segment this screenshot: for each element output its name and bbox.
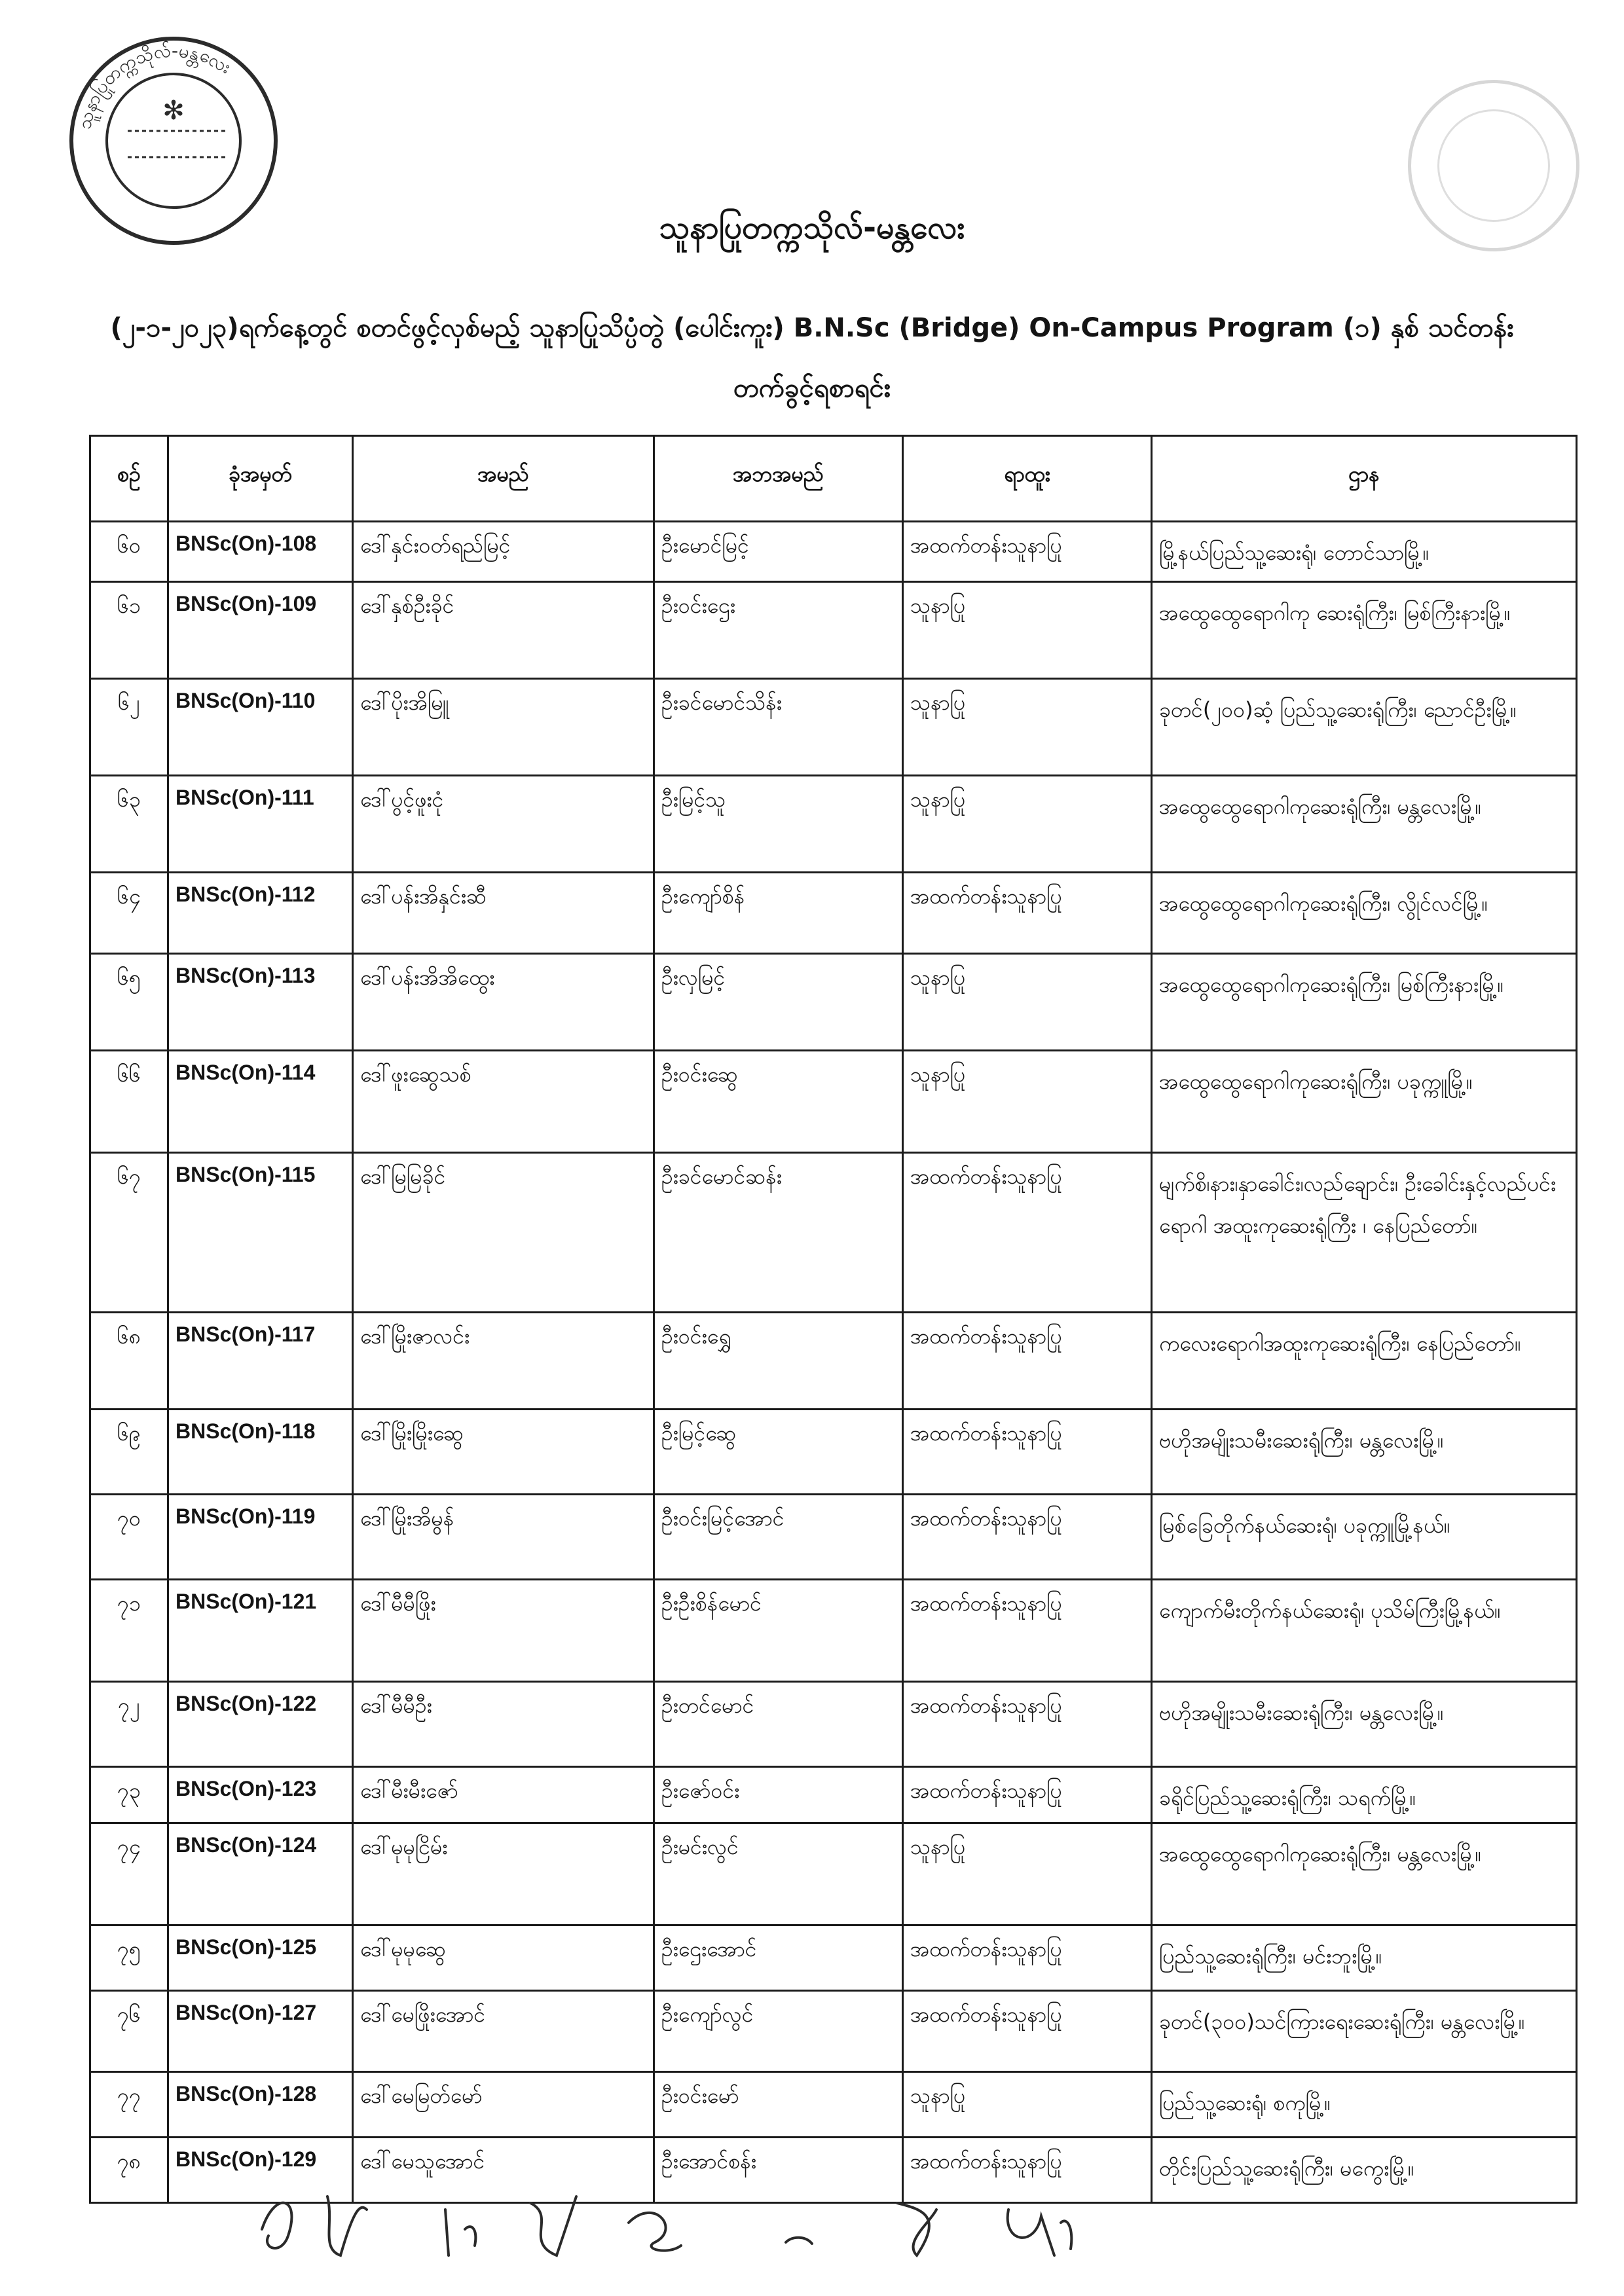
cell-father-name: ဦးဦးစိန်မောင် xyxy=(654,1580,903,1682)
cell-name: ဒေါ်မေမြတ်မော် xyxy=(353,2072,654,2138)
table-row xyxy=(90,522,1577,582)
cell-father-name: ဦးခင်မောင်သိန်း xyxy=(654,679,903,776)
cell-serial: ၆၆ xyxy=(90,1051,168,1153)
col-header-name: အမည် xyxy=(353,436,654,522)
cell-serial: ၆၀ xyxy=(90,522,168,582)
cell-seat-no: BNSc(On)-128 xyxy=(168,2072,353,2138)
cell-father-name: ဦးဝင်းရွှေ xyxy=(654,1313,903,1410)
cell-name: ဒေါ်မီမီဖြိုး xyxy=(353,1580,654,1682)
col-header-serial: စဉ် xyxy=(90,436,168,522)
cell-rank: သူနာပြု xyxy=(903,1823,1152,1925)
cell-seat-no: BNSc(On)-108 xyxy=(168,522,353,582)
cell-father-name: ဦးဝင်းဌေး xyxy=(654,582,903,679)
cell-department: ဗဟိုအမျိုးသမီးဆေးရုံကြီး၊ မန္တလေးမြို့။ xyxy=(1152,1410,1577,1495)
cell-rank: သူနာပြု xyxy=(903,776,1152,873)
table-row xyxy=(90,873,1577,954)
table-row xyxy=(90,1313,1577,1410)
admission-table xyxy=(89,435,1578,2204)
table-row xyxy=(90,582,1577,679)
cell-department: ခရိုင်ပြည်သူ့ဆေးရုံကြီး၊ သရက်မြို့။ xyxy=(1152,1767,1577,1823)
cell-seat-no: BNSc(On)-127 xyxy=(168,1991,353,2072)
cell-seat-no: BNSc(On)-119 xyxy=(168,1495,353,1580)
cell-father-name: ဦးမြင့်ဆွေ xyxy=(654,1410,903,1495)
cell-department: အထွေထွေရောဂါကုဆေးရုံကြီး၊ ပခုက္ကူမြို့။ xyxy=(1152,1051,1577,1153)
cell-serial: ၆၈ xyxy=(90,1313,168,1410)
cell-rank: အထက်တန်းသူနာပြု xyxy=(903,1153,1152,1313)
cell-department: အထွေထွေရောဂါကုဆေးရုံကြီး၊ မန္တလေးမြို့။ xyxy=(1152,1823,1577,1925)
cell-seat-no: BNSc(On)-125 xyxy=(168,1925,353,1991)
cell-name: ဒေါ်မြိုးမြိုးဆွေ xyxy=(353,1410,654,1495)
cell-rank: သူနာပြု xyxy=(903,954,1152,1051)
table-row xyxy=(90,1823,1577,1925)
cell-rank: အထက်တန်းသူနာပြု xyxy=(903,1991,1152,2072)
page-title: သူနာပြုတက္ကသိုလ်-မန္တလေး xyxy=(659,210,965,246)
cell-name: ဒေါ်ဖူးဆွေသစ် xyxy=(353,1051,654,1153)
cell-serial: ၇၅ xyxy=(90,1925,168,1991)
cell-department: တိုင်းပြည်သူ့ဆေးရုံကြီး၊ မကွေးမြို့။ xyxy=(1152,2138,1577,2203)
cell-department: ကျောက်မီးတိုက်နယ်ဆေးရုံ၊ ပုသိမ်ကြီးမြို့နယ်။ xyxy=(1152,1580,1577,1682)
cell-department: မြို့နယ်ပြည်သူ့ဆေးရုံ၊ တောင်သာမြို့။ xyxy=(1152,522,1577,582)
cell-name: ဒေါ်ပန်းအိအိထွေး xyxy=(353,954,654,1051)
cell-name: ဒေါ်မေဖြိုးအောင် xyxy=(353,1991,654,2072)
cell-father-name: ဦးတင်မောင် xyxy=(654,1682,903,1767)
cell-serial: ၆၉ xyxy=(90,1410,168,1495)
cell-seat-no: BNSc(On)-111 xyxy=(168,776,353,873)
cell-father-name: ဦးမင်းလွင် xyxy=(654,1823,903,1925)
cell-department: အထွေထွေရောဂါကု ဆေးရုံကြီး၊ မြစ်ကြီးနားမြို့။ xyxy=(1152,582,1577,679)
cell-serial: ၇၂ xyxy=(90,1682,168,1767)
cell-father-name: ဦးမောင်မြင့် xyxy=(654,522,903,582)
cell-department: အထွေထွေရောဂါကုဆေးရုံကြီး၊ မန္တလေးမြို့။ xyxy=(1152,776,1577,873)
cell-seat-no: BNSc(On)-118 xyxy=(168,1410,353,1495)
cell-father-name: ဦးဝင်းဆွေ xyxy=(654,1051,903,1153)
col-header-rank: ရာထူး xyxy=(903,436,1152,522)
cell-serial: ၆၃ xyxy=(90,776,168,873)
cell-name: ဒေါ်မုမုဆွေ xyxy=(353,1925,654,1991)
cell-name: ဒေါ်မေသူအောင် xyxy=(353,2138,654,2203)
table-header-row xyxy=(90,436,1577,522)
cell-department: မြစ်ခြေတိုက်နယ်ဆေးရုံ၊ ပခုက္ကူမြို့နယ်။ xyxy=(1152,1495,1577,1580)
cell-name: ဒေါ်ပိုးအိမြူ xyxy=(353,679,654,776)
cell-seat-no: BNSc(On)-109 xyxy=(168,582,353,679)
cell-rank: သူနာပြု xyxy=(903,582,1152,679)
table-row xyxy=(90,776,1577,873)
cell-department: အထွေထွေရောဂါကုဆေးရုံကြီး၊ လွိုင်လင်မြို့။ xyxy=(1152,873,1577,954)
cell-serial: ၇၈ xyxy=(90,2138,168,2203)
cell-seat-no: BNSc(On)-112 xyxy=(168,873,353,954)
cell-father-name: ဦးမြင့်သူ xyxy=(654,776,903,873)
cell-rank: အထက်တန်းသူနာပြု xyxy=(903,1495,1152,1580)
table-row xyxy=(90,1051,1577,1153)
cell-department: ခုတင်(၂၀၀)ဆံ့ ပြည်သူ့ဆေးရုံကြီး၊ ညောင်ဦးမြို့။ xyxy=(1152,679,1577,776)
cell-seat-no: BNSc(On)-124 xyxy=(168,1823,353,1925)
cell-rank: အထက်တန်းသူနာပြု xyxy=(903,1767,1152,1823)
cell-father-name: ဦးအောင်စန်း xyxy=(654,2138,903,2203)
seal-text: သူနာပြုတက္ကသိုလ်-မန္တလေး xyxy=(73,39,234,132)
table-row xyxy=(90,1580,1577,1682)
cell-department: မျက်စိ၊နား၊နှာခေါင်း၊လည်ချောင်း၊ ဦးခေါင်းနှင့်လည်ပင်းရောဂါ အထူးကုဆေးရုံကြီး ၊ နေပြည်တော်။ xyxy=(1152,1153,1577,1313)
cell-rank: အထက်တန်းသူနာပြု xyxy=(903,1682,1152,1767)
table-row xyxy=(90,2072,1577,2138)
cell-seat-no: BNSc(On)-117 xyxy=(168,1313,353,1410)
cell-rank: အထက်တန်းသူနာပြု xyxy=(903,873,1152,954)
cell-name: ဒေါ်မြိုးဇာလင်း xyxy=(353,1313,654,1410)
page-subtitle: (၂-၁-၂၀၂၃)ရက်နေ့တွင် စတင်ဖွင့်လှစ်မည့် သူနာပြုသိပ္ပံတွဲ (ပေါင်းကူး) B.N.Sc (Bridge) On-Campus Program (၁) နှစ် သင်တန်း တက်ခွင့်ရစာရင်း xyxy=(110,313,1514,403)
cell-father-name: ဦးဝင်းမြင့်အောင် xyxy=(654,1495,903,1580)
table-row xyxy=(90,954,1577,1051)
cell-serial: ၇၄ xyxy=(90,1823,168,1925)
table-row xyxy=(90,1925,1577,1991)
cell-name: ဒေါ်ပန်းအိနှင်းဆီ xyxy=(353,873,654,954)
cell-serial: ၆၂ xyxy=(90,679,168,776)
cell-rank: အထက်တန်းသူနာပြု xyxy=(903,1410,1152,1495)
cell-serial: ၇၀ xyxy=(90,1495,168,1580)
cell-department: ပြည်သူ့ဆေးရုံကြီး၊ မင်းဘူးမြို့။ xyxy=(1152,1925,1577,1991)
table-row xyxy=(90,1495,1577,1580)
table-row xyxy=(90,1153,1577,1313)
cell-father-name: ဦးဝင်းမော် xyxy=(654,2072,903,2138)
cell-rank: အထက်တန်းသူနာပြု xyxy=(903,1925,1152,1991)
col-header-department: ဌာန xyxy=(1152,436,1577,522)
cell-rank: သူနာပြု xyxy=(903,1051,1152,1153)
cell-father-name: ဦးကျော်လွင် xyxy=(654,1991,903,2072)
cell-father-name: ဦးခင်မောင်ဆန်း xyxy=(654,1153,903,1313)
cell-father-name: ဦးဇော်ဝင်း xyxy=(654,1767,903,1823)
table-row xyxy=(90,1991,1577,2072)
table-row xyxy=(90,1682,1577,1767)
col-header-father-name: အဘအမည် xyxy=(654,436,903,522)
cell-serial: ၆၅ xyxy=(90,954,168,1051)
cell-serial: ၆၄ xyxy=(90,873,168,954)
cell-serial: ၆၁ xyxy=(90,582,168,679)
col-header-seat-no: ခုံအမှတ် xyxy=(168,436,353,522)
cell-department: ကလေးရောဂါအထူးကုဆေးရုံကြီး၊ နေပြည်တော်။ xyxy=(1152,1313,1577,1410)
cell-seat-no: BNSc(On)-114 xyxy=(168,1051,353,1153)
cell-name: ဒေါ်နှစ်ဦးခိုင် xyxy=(353,582,654,679)
cell-department: အထွေထွေရောဂါကုဆေးရုံကြီး၊ မြစ်ကြီးနားမြို့။ xyxy=(1152,954,1577,1051)
cell-name: ဒေါ်မီမီဦး xyxy=(353,1682,654,1767)
table-body xyxy=(90,522,1577,2203)
cell-father-name: ဦးလှမြင့် xyxy=(654,954,903,1051)
cell-seat-no: BNSc(On)-122 xyxy=(168,1682,353,1767)
cell-seat-no: BNSc(On)-115 xyxy=(168,1153,353,1313)
cell-rank: အထက်တန်းသူနာပြု xyxy=(903,2138,1152,2203)
cell-father-name: ဦးဌေးအောင် xyxy=(654,1925,903,1991)
cell-rank: အထက်တန်းသူနာပြု xyxy=(903,522,1152,582)
cell-rank: အထက်တန်းသူနာပြု xyxy=(903,1313,1152,1410)
cell-seat-no: BNSc(On)-129 xyxy=(168,2138,353,2203)
cell-name: ဒေါ်နှင်းဝတ်ရည်မြင့် xyxy=(353,522,654,582)
table-row xyxy=(90,1767,1577,1823)
cell-department: ဗဟိုအမျိုးသမီးဆေးရုံကြီး၊ မန္တလေးမြို့။ xyxy=(1152,1682,1577,1767)
svg-text:✻: ✻ xyxy=(162,96,185,126)
cell-serial: ၇၇ xyxy=(90,2072,168,2138)
cell-seat-no: BNSc(On)-110 xyxy=(168,679,353,776)
cell-serial: ၆၇ xyxy=(90,1153,168,1313)
cell-name: ဒေါ်မြမြခိုင် xyxy=(353,1153,654,1313)
cell-rank: သူနာပြု xyxy=(903,679,1152,776)
cell-serial: ၇၃ xyxy=(90,1767,168,1823)
cell-serial: ၇၆ xyxy=(90,1991,168,2072)
cell-name: ဒေါ်ပွင့်ဖူးငုံ xyxy=(353,776,654,873)
cell-father-name: ဦးကျော်စိန် xyxy=(654,873,903,954)
cell-rank: အထက်တန်းသူနာပြု xyxy=(903,1580,1152,1682)
cell-name: ဒေါ်မုမုငြိမ်း xyxy=(353,1823,654,1925)
cell-rank: သူနာပြု xyxy=(903,2072,1152,2138)
table-row xyxy=(90,1410,1577,1495)
cell-serial: ၇၁ xyxy=(90,1580,168,1682)
signatures xyxy=(249,2183,1375,2275)
cell-department: ပြည်သူ့ဆေးရုံ၊ စကုမြို့။ xyxy=(1152,2072,1577,2138)
cell-seat-no: BNSc(On)-113 xyxy=(168,954,353,1051)
cell-seat-no: BNSc(On)-123 xyxy=(168,1767,353,1823)
cell-department: ခုတင်(၃၀၀)သင်ကြားရေးဆေးရုံကြီး၊ မန္တလေးမြို့။ xyxy=(1152,1991,1577,2072)
cell-name: ဒေါ်မြိုးအိမွန် xyxy=(353,1495,654,1580)
cell-name: ဒေါ်မီးမီးဇော် xyxy=(353,1767,654,1823)
table-row xyxy=(90,679,1577,776)
cell-seat-no: BNSc(On)-121 xyxy=(168,1580,353,1682)
